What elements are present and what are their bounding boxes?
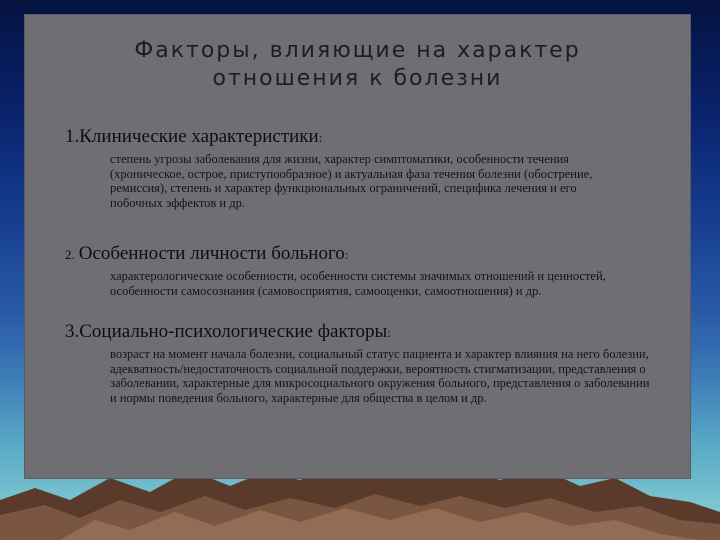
section-heading xyxy=(65,126,655,149)
section-social xyxy=(65,321,655,405)
section-colon: : xyxy=(387,325,391,340)
slide-title xyxy=(25,37,690,93)
slide-content-panel xyxy=(25,15,690,478)
section-body: степень угрозы заболевания для жизни, характер симптоматики, особенности течения (хроническое, острое, приступообразное) и актуальная фаза течения болезни (обострение, ремиссия), степень и характер функциональных ограничений, специфика лечения и его побочных эффектов и др. xyxy=(110,152,593,210)
section-colon: : xyxy=(318,130,323,145)
section-colon: : xyxy=(344,247,349,262)
section-heading-text: Социально-психологические факторы xyxy=(79,321,388,342)
section-heading-text: Клинические характеристики xyxy=(79,126,319,147)
section-personality xyxy=(65,243,655,298)
section-heading xyxy=(65,243,655,266)
section-clinical xyxy=(65,126,655,210)
section-heading xyxy=(65,321,655,344)
slide-title-line-1: Факторы, влияющие на характер xyxy=(134,38,581,63)
section-number: 1. xyxy=(65,126,80,147)
slide-title-line-2: отношения к болезни xyxy=(212,66,503,91)
section-heading-text: Особенности личности больного xyxy=(78,243,345,264)
section-number: 3. xyxy=(65,321,80,342)
section-body: возраст на момент начала болезни, социальный статус пациента и характер влияния на него болезни, адекватность/недостаточность социальной поддержки, вероятность стигматизации, представления о заболевании, характерные для микросоциального окружения больного, представления о заболевании и нормы поведения больного, характерные для общества в целом и др. xyxy=(110,347,650,405)
section-number: 2. xyxy=(65,247,75,262)
section-body: характерологические особенности, особенности системы значимых отношений и ценностей, особенности самосознания (самовосприятия, самооценки, самоотношения) и др. xyxy=(110,269,606,298)
